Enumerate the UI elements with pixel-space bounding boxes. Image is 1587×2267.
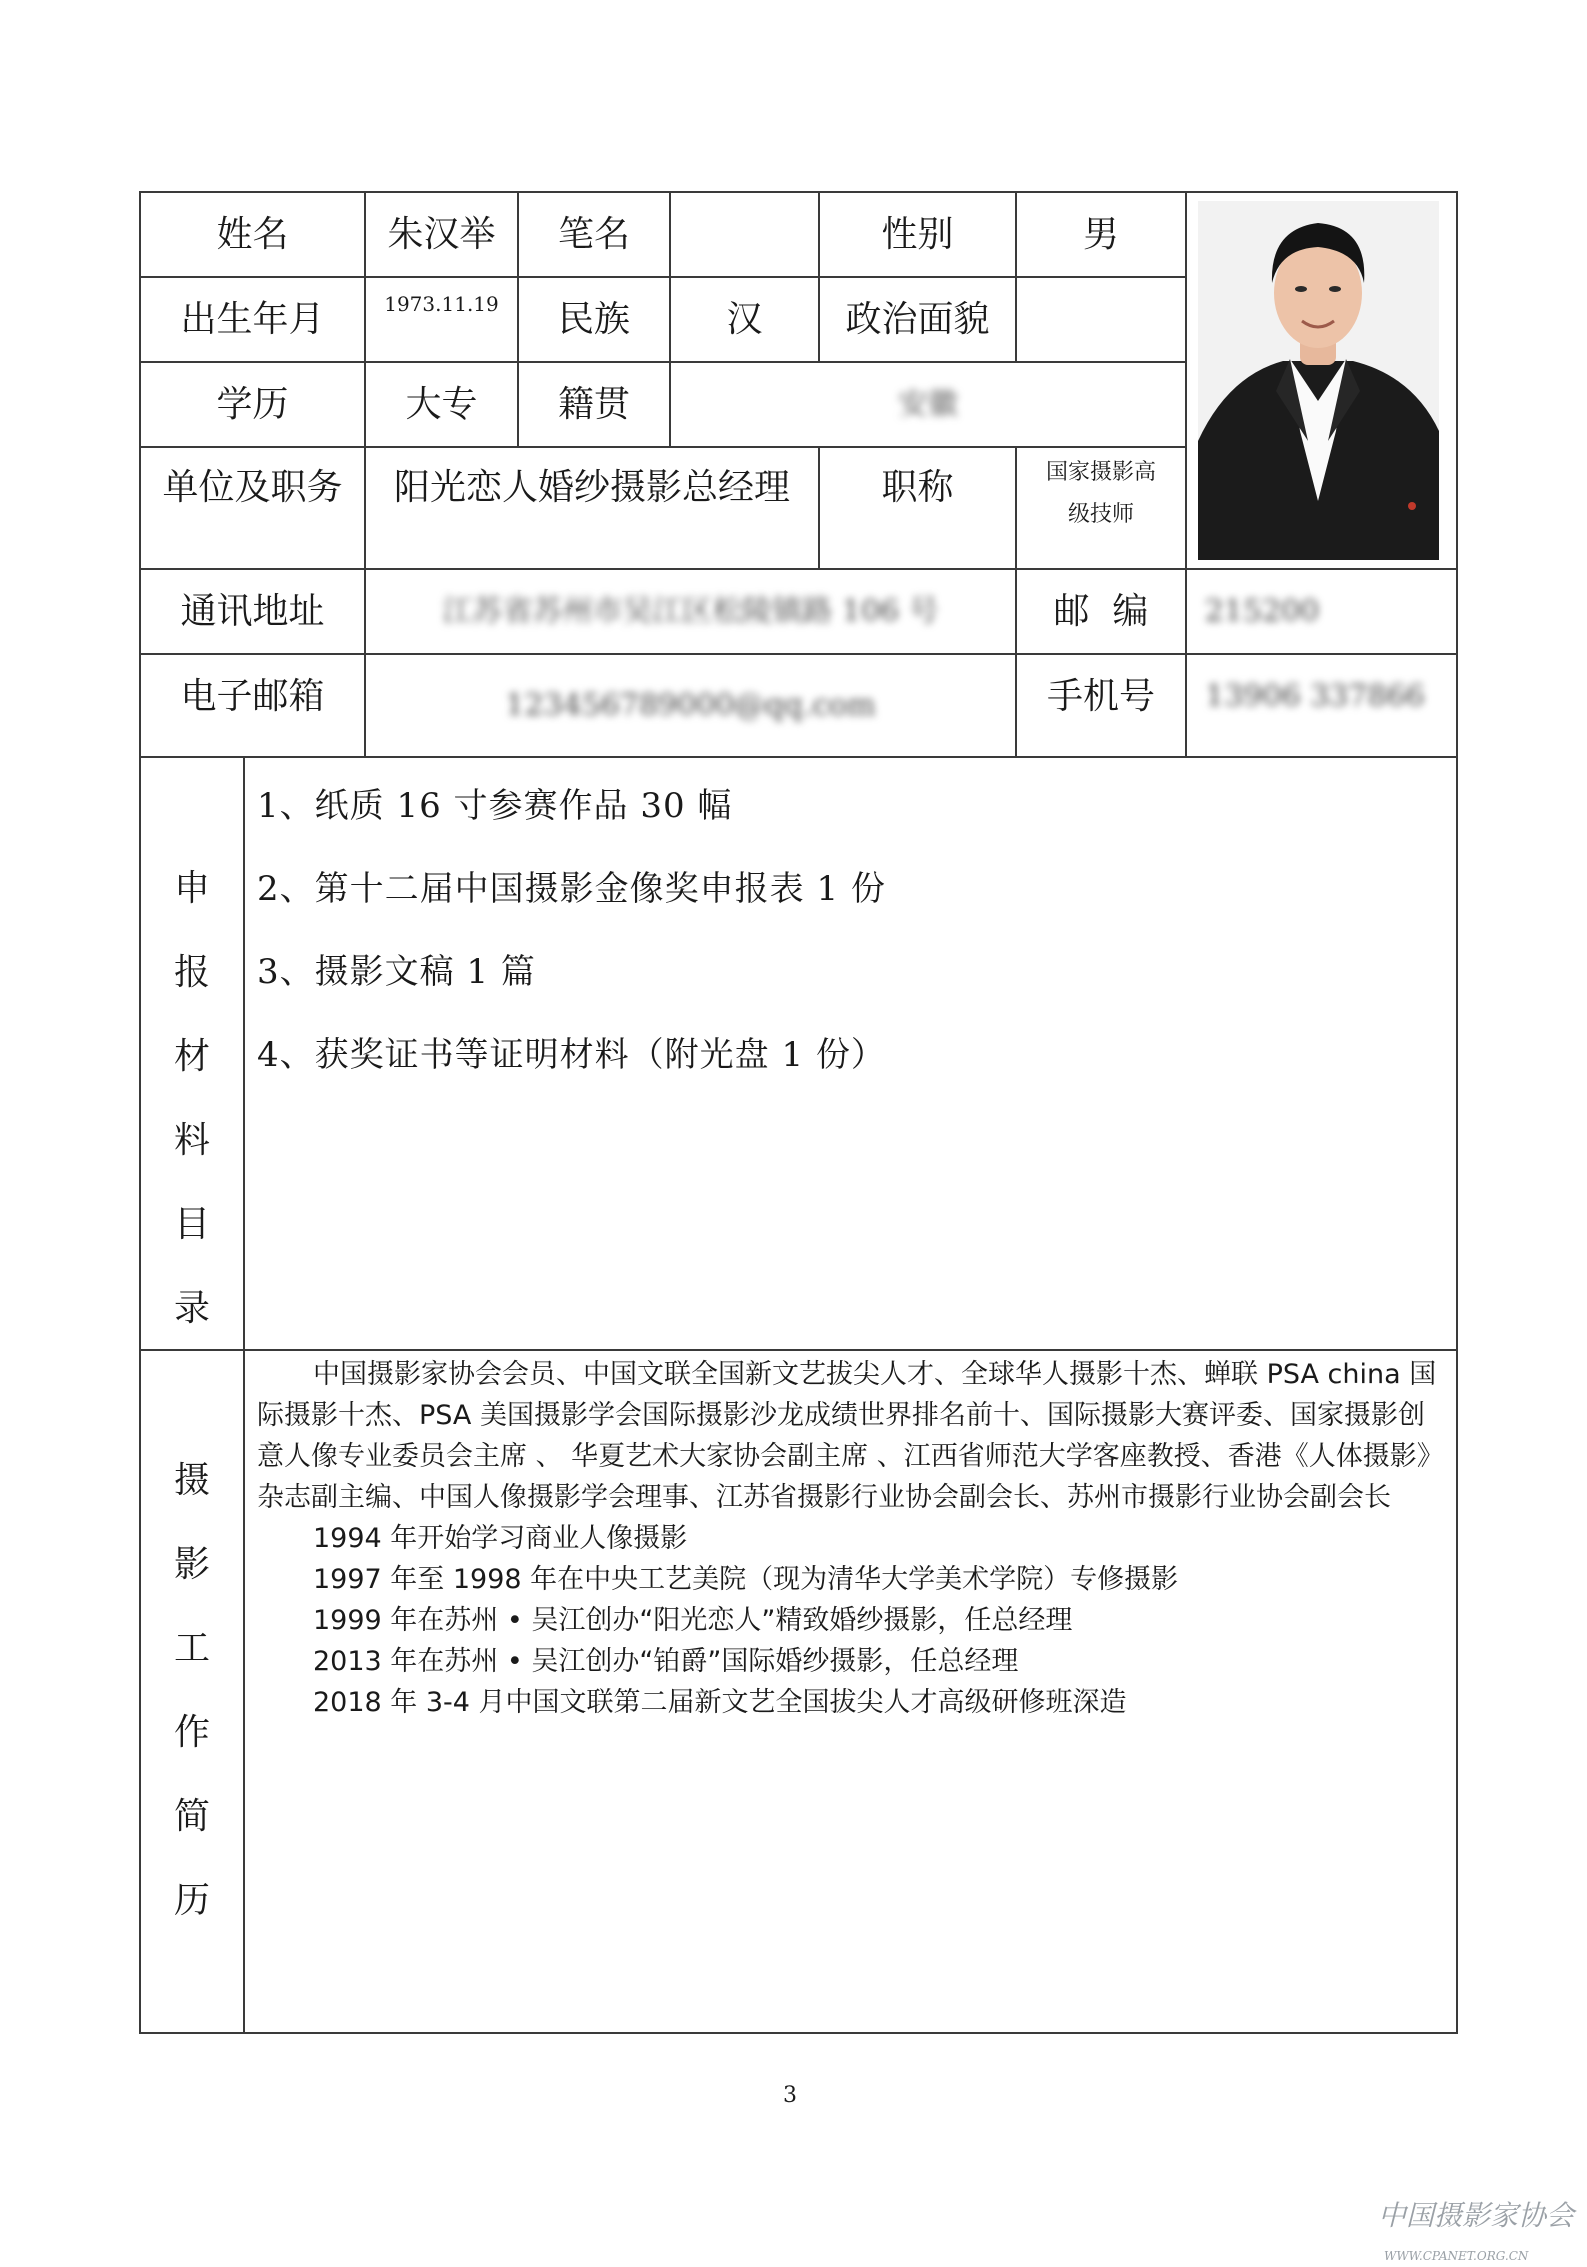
hometown-value: 安徽 [898,386,958,422]
pen-name-label: 笔名 [557,213,630,255]
materials-label [141,860,243,1364]
title-value [1017,448,1185,568]
hometown-label: 籍贯 [557,383,630,425]
materials-item: 4、获奖证书等证明材料（附光盘 1 份） [257,1035,886,1075]
resume-entry: 1999 年在苏州 • 吴江创办“阳光恋人”精致婚纱摄影，任总经理 [313,1605,1073,1636]
title-label: 职称 [881,467,954,508]
materials-label-char: 料 [173,1120,210,1161]
ethnicity-label: 民族 [557,298,630,340]
watermark [1378,2194,1587,2267]
page-number: 3 [783,2083,797,2108]
name-label: 姓名 [216,213,289,255]
address-label: 通讯地址 [180,590,325,632]
resume-label [141,1452,243,1956]
materials-label-char: 材 [173,1036,210,1077]
materials-label-char: 录 [173,1288,210,1329]
postcode-label: 邮 编 [1053,590,1149,632]
resume-label-char: 摄 [173,1460,210,1501]
resume-label-char: 作 [173,1712,210,1753]
resume-label-char: 工 [173,1628,210,1669]
materials-item: 3、摄影文稿 1 篇 [257,952,536,992]
title-value-line1: 国家摄影高 [1045,460,1156,485]
materials-item: 2、第十二届中国摄影金像奖申报表 1 份 [257,869,886,909]
resume-entry: 1994 年开始学习商业人像摄影 [313,1523,688,1554]
politics-value [1017,278,1185,361]
resume-body [257,1354,1447,1723]
resume-entry: 2013 年在苏州 • 吴江创办“铂爵”国际婚纱摄影，任总经理 [313,1646,1019,1677]
portrait-illustration [1198,201,1439,560]
phone-label: 手机号 [1046,675,1155,717]
email-label: 电子邮箱 [180,675,325,717]
watermark-site: WWW.CPANET.ORG.CN [1384,2249,1529,2263]
resume-entry: 1997 年至 1998 年在中央工艺美院（现为清华大学美术学院）专修摄影 [313,1564,1179,1595]
row-divider [139,1349,1458,1351]
resume-label-char: 影 [173,1544,210,1585]
email-value: 123456789000@qq.com [505,687,876,723]
portrait-photo [1198,201,1439,560]
col-divider [243,756,245,2034]
resume-entry: 2018 年 3-4 月中国文联第二届新文艺全国拔尖人才高级研修班深造 [313,1687,1127,1718]
education-value: 大专 [405,383,478,425]
education-label: 学历 [216,383,289,425]
row-divider [139,756,1458,758]
watermark-text: 中国摄影家协会 [1378,2199,1575,2232]
col-divider [1185,191,1187,570]
title-value-line2: 级技师 [1067,502,1134,527]
birth-label: 出生年月 [180,298,325,340]
employer-value: 阳光恋人婚纱摄影总经理 [393,467,790,508]
table-border-right [1456,191,1458,2034]
gender-label: 性别 [881,213,954,255]
gender-value: 男 [1082,213,1119,255]
ethnicity-value: 汉 [726,298,763,340]
postcode-value: 215200 [1204,593,1320,629]
materials-label-char: 目 [173,1204,210,1245]
resume-label-char: 简 [173,1796,210,1837]
materials-item: 1、纸质 16 寸参赛作品 30 幅 [257,786,733,826]
address-value: 江苏省苏州市吴江区松陵镇路 106 号 [442,593,939,629]
resume-label-char: 历 [173,1880,210,1921]
table-border-bottom [139,2032,1458,2034]
birth-value: 1973.11.19 [384,292,499,316]
employer-label: 单位及职务 [162,467,343,508]
pen-name-value [671,193,818,276]
materials-label-char: 申 [173,868,210,909]
name-value: 朱汉举 [387,213,496,255]
phone-value: 13906 337866 [1205,678,1425,714]
resume-intro: 中国摄影家协会会员、中国文联全国新文艺拔尖人才、全球华人摄影十杰、蝉联 PSA china 国际摄影十杰、PSA 美国摄影学会国际摄影沙龙成绩世界排名前十、国际摄影大赛评委、国家摄影创意人像专业委员会主席 、 华夏艺术大家协会副主席 、江西省师范大学客座教授、香港《人体摄影》杂志副主编、中国人像摄影学会理事、江苏省摄影行业协会副会长、苏州市摄影行业协会副会长 [257,1359,1444,1513]
materials-label-char: 报 [173,952,210,993]
politics-label: 政治面貌 [845,298,990,340]
